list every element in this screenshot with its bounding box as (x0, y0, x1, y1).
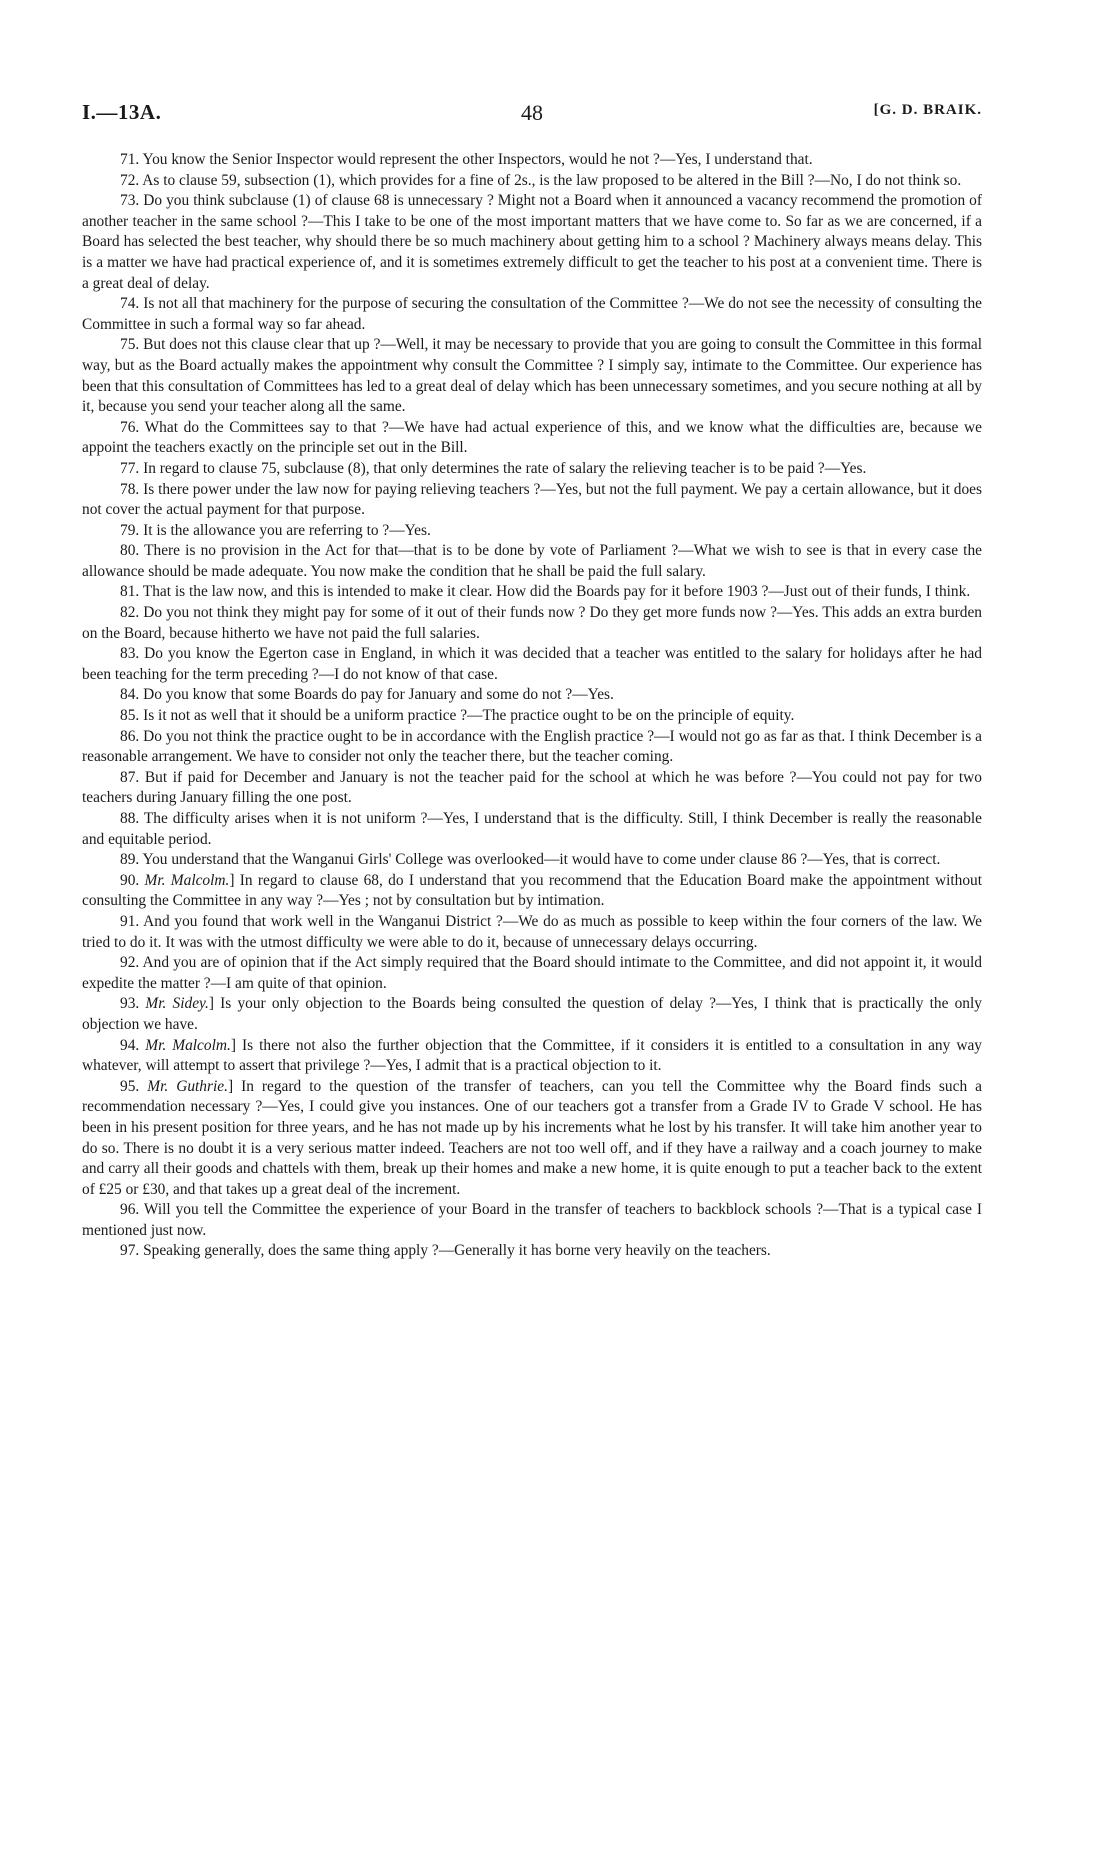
question-paragraph: 80. There is no provision in the Act for that—that is to be done by vote of Parliament ?—What we wish to see is that in every case the allowance should be made adequate. You now make the condition that he shall be paid the full salary. (82, 542, 982, 580)
question-number: 94. (120, 1036, 146, 1054)
question-paragraph: 75. But does not this clause clear that up ?—Well, it may be necessary to provide that you are going to consult the Committee in this formal way, but as the Board actually makes the appointment why consult the Committee ? I simply say, intimate to the Committee. Our experience has been that this consultation of Committees has led to a great deal of delay which has been unnecessary sometimes, and you secure nothing at all by it, because you send your teacher along all the same. (82, 336, 982, 416)
question-paragraph (82, 871, 982, 912)
question-paragraph: 96. Will you tell the Committee the experience of your Board in the transfer of teachers to backblock schools ?—That is a typical case I mentioned just now. (82, 1201, 982, 1239)
question-paragraph: 77. In regard to clause 75, subclause (8), that only determines the rate of salary the relieving teacher is to be paid ?—Yes. (120, 459, 867, 477)
paragraph-text: ] In regard to clause 68, do I understand that you recommend that the Education Board make the appointment without consulting the Committee in any way ?—Yes ; not by consultation but by intimation. (82, 871, 982, 910)
question-paragraph: 83. Do you know the Egerton case in England, in which it was decided that a teacher was entitled to the salary for holidays after he had been teaching for the term preceding ?—I do not know of that case. (82, 645, 982, 683)
question-paragraph: 97. Speaking generally, does the same thing apply ?—Generally it has borne very heavily on the teachers. (120, 1242, 771, 1260)
paragraph-text: ] Is there not also the further objection that the Committee, if it considers it is entitled to a consultation in any way whatever, will attempt to assert that privilege ?—Yes, I admit that is a practical objection to it. (82, 1036, 982, 1075)
question-paragraph: 79. It is the allowance you are referring to ?—Yes. (120, 521, 431, 539)
question-paragraph: 89. You understand that the Wanganui Girls' College was overlooked—it would have to come under clause 86 ?—Yes, that is correct. (120, 851, 941, 869)
speaker-name: Mr. Malcolm. (144, 871, 230, 889)
question-paragraph: 81. That is the law now, and this is intended to make it clear. How did the Boards pay for it before 1903 ?—Just out of their funds, I think. (120, 583, 971, 601)
question-number: 90. (120, 871, 145, 889)
witness-name: [G. D. BRAIK. (873, 102, 982, 118)
question-paragraph: 87. But if paid for December and January is not the teacher paid for the school at which he was before ?—You could not pay for two teachers during January filling the one post. (82, 768, 982, 807)
speaker-name: Mr. Sidey. (145, 995, 209, 1013)
question-paragraph: 86. Do you not think the practice ought to be in accordance with the English practice ?—I would not go as far as that. I think December is a reasonable arrangement. We have to consider not only the teacher there, but the teacher coming. (82, 727, 982, 766)
question-paragraph: 92. And you are of opinion that if the Act simply required that the Board should intimate to the Committee, and did not appoint it, it would expedite the matter ?—I am quite of that opinion. (82, 954, 982, 992)
question-number: 93. (120, 995, 146, 1013)
question-paragraph: 72. As to clause 59, subsection (1), which provides for a fine of 2s., is the law proposed to be altered in the Bill ?—No, I do not think so. (120, 171, 962, 189)
question-paragraph: 78. Is there power under the law now for paying relieving teachers ?—Yes, but not the full payment. We pay a certain allowance, but it does not cover the actual payment for that purpose. (82, 480, 982, 519)
question-paragraph: 82. Do you not think they might pay for some of it out of their funds now ? Do they get more funds now ?—Yes. This adds an extra burden on the Board, because hitherto we have not paid the full salaries. (82, 604, 982, 642)
page-header (82, 100, 982, 140)
paragraph-text: ] Is your only objection to the Boards being consulted the question of delay ?—Yes, I think that is practically the only objection we have. (82, 995, 982, 1033)
question-paragraph (82, 1036, 982, 1077)
question-paragraph: 71. You know the Senior Inspector would represent the other Inspectors, would he not ?—Yes, I understand that. (120, 151, 813, 168)
question-paragraph: 73. Do you think subclause (1) of clause 68 is unnecessary ? Might not a Board when it announced a vacancy recommend the promotion of another teacher in the same school ?—This I take to be one of the most important matters that we have come to. So far as we are concerned, if a Board has selected the best teacher, why should there be so much machinery about getting him to a school ? Machinery always means delay. This is a matter we have had practical experience of, and it is sometimes extremely difficult to get the teacher to his post at a convenient time. There is a great deal of delay. (82, 192, 982, 292)
evidence-text (82, 150, 982, 1262)
question-paragraph (82, 994, 982, 1035)
question-number: 95. (120, 1077, 148, 1095)
question-paragraph: 74. Is not all that machinery for the purpose of securing the consultation of the Committee ?—We do not see the necessity of consulting the Committee in such a formal way so far ahead. (82, 295, 982, 333)
paragraph-text: ] In regard to the question of the transfer of teachers, can you tell the Committee why the Board finds such a recommendation necessary ?—Yes, I could give you instances. One of our teachers got a transfer from a Grade IV to Grade V school. He has been in his present position for three years, and he has not made up by his increments what he lost by his transfer. It will take him another year to do so. There is no doubt it is a very serious matter indeed. Teachers are not too well off, and if they have a railway and a coach journey to make and carry all their goods and chattels with them, break up their homes and make a new home, it is quite enough to put a teacher back to the extent of £25 or £30, and that takes up a great deal of the increment. (82, 1077, 982, 1198)
document-reference: I.—13A. (82, 100, 162, 124)
question-paragraph: 91. And you found that work well in the Wanganui District ?—We do as much as possible to keep within the four corners of the law. We tried to do it. It was with the utmost difficulty we were able to do it, because of unnecessary delays occurring. (82, 912, 982, 951)
question-paragraph (82, 1077, 982, 1201)
speaker-name: Mr. Malcolm. (145, 1036, 231, 1054)
question-paragraph: 88. The difficulty arises when it is not uniform ?—Yes, I understand that is the difficulty. Still, I think December is really the reasonable and equitable period. (82, 810, 982, 848)
document-page (82, 100, 982, 1262)
speaker-name: Mr. Guthrie. (147, 1077, 228, 1095)
page-number: 48 (521, 100, 543, 125)
question-paragraph: 76. What do the Committees say to that ?—We have had actual experience of this, and we know what the difficulties are, because we appoint the teachers exactly on the principle set out in the Bill. (82, 418, 982, 457)
question-paragraph: 84. Do you know that some Boards do pay for January and some do not ?—Yes. (120, 686, 614, 704)
question-paragraph: 85. Is it not as well that it should be a uniform practice ?—The practice ought to be on the principle of equity. (120, 707, 795, 725)
